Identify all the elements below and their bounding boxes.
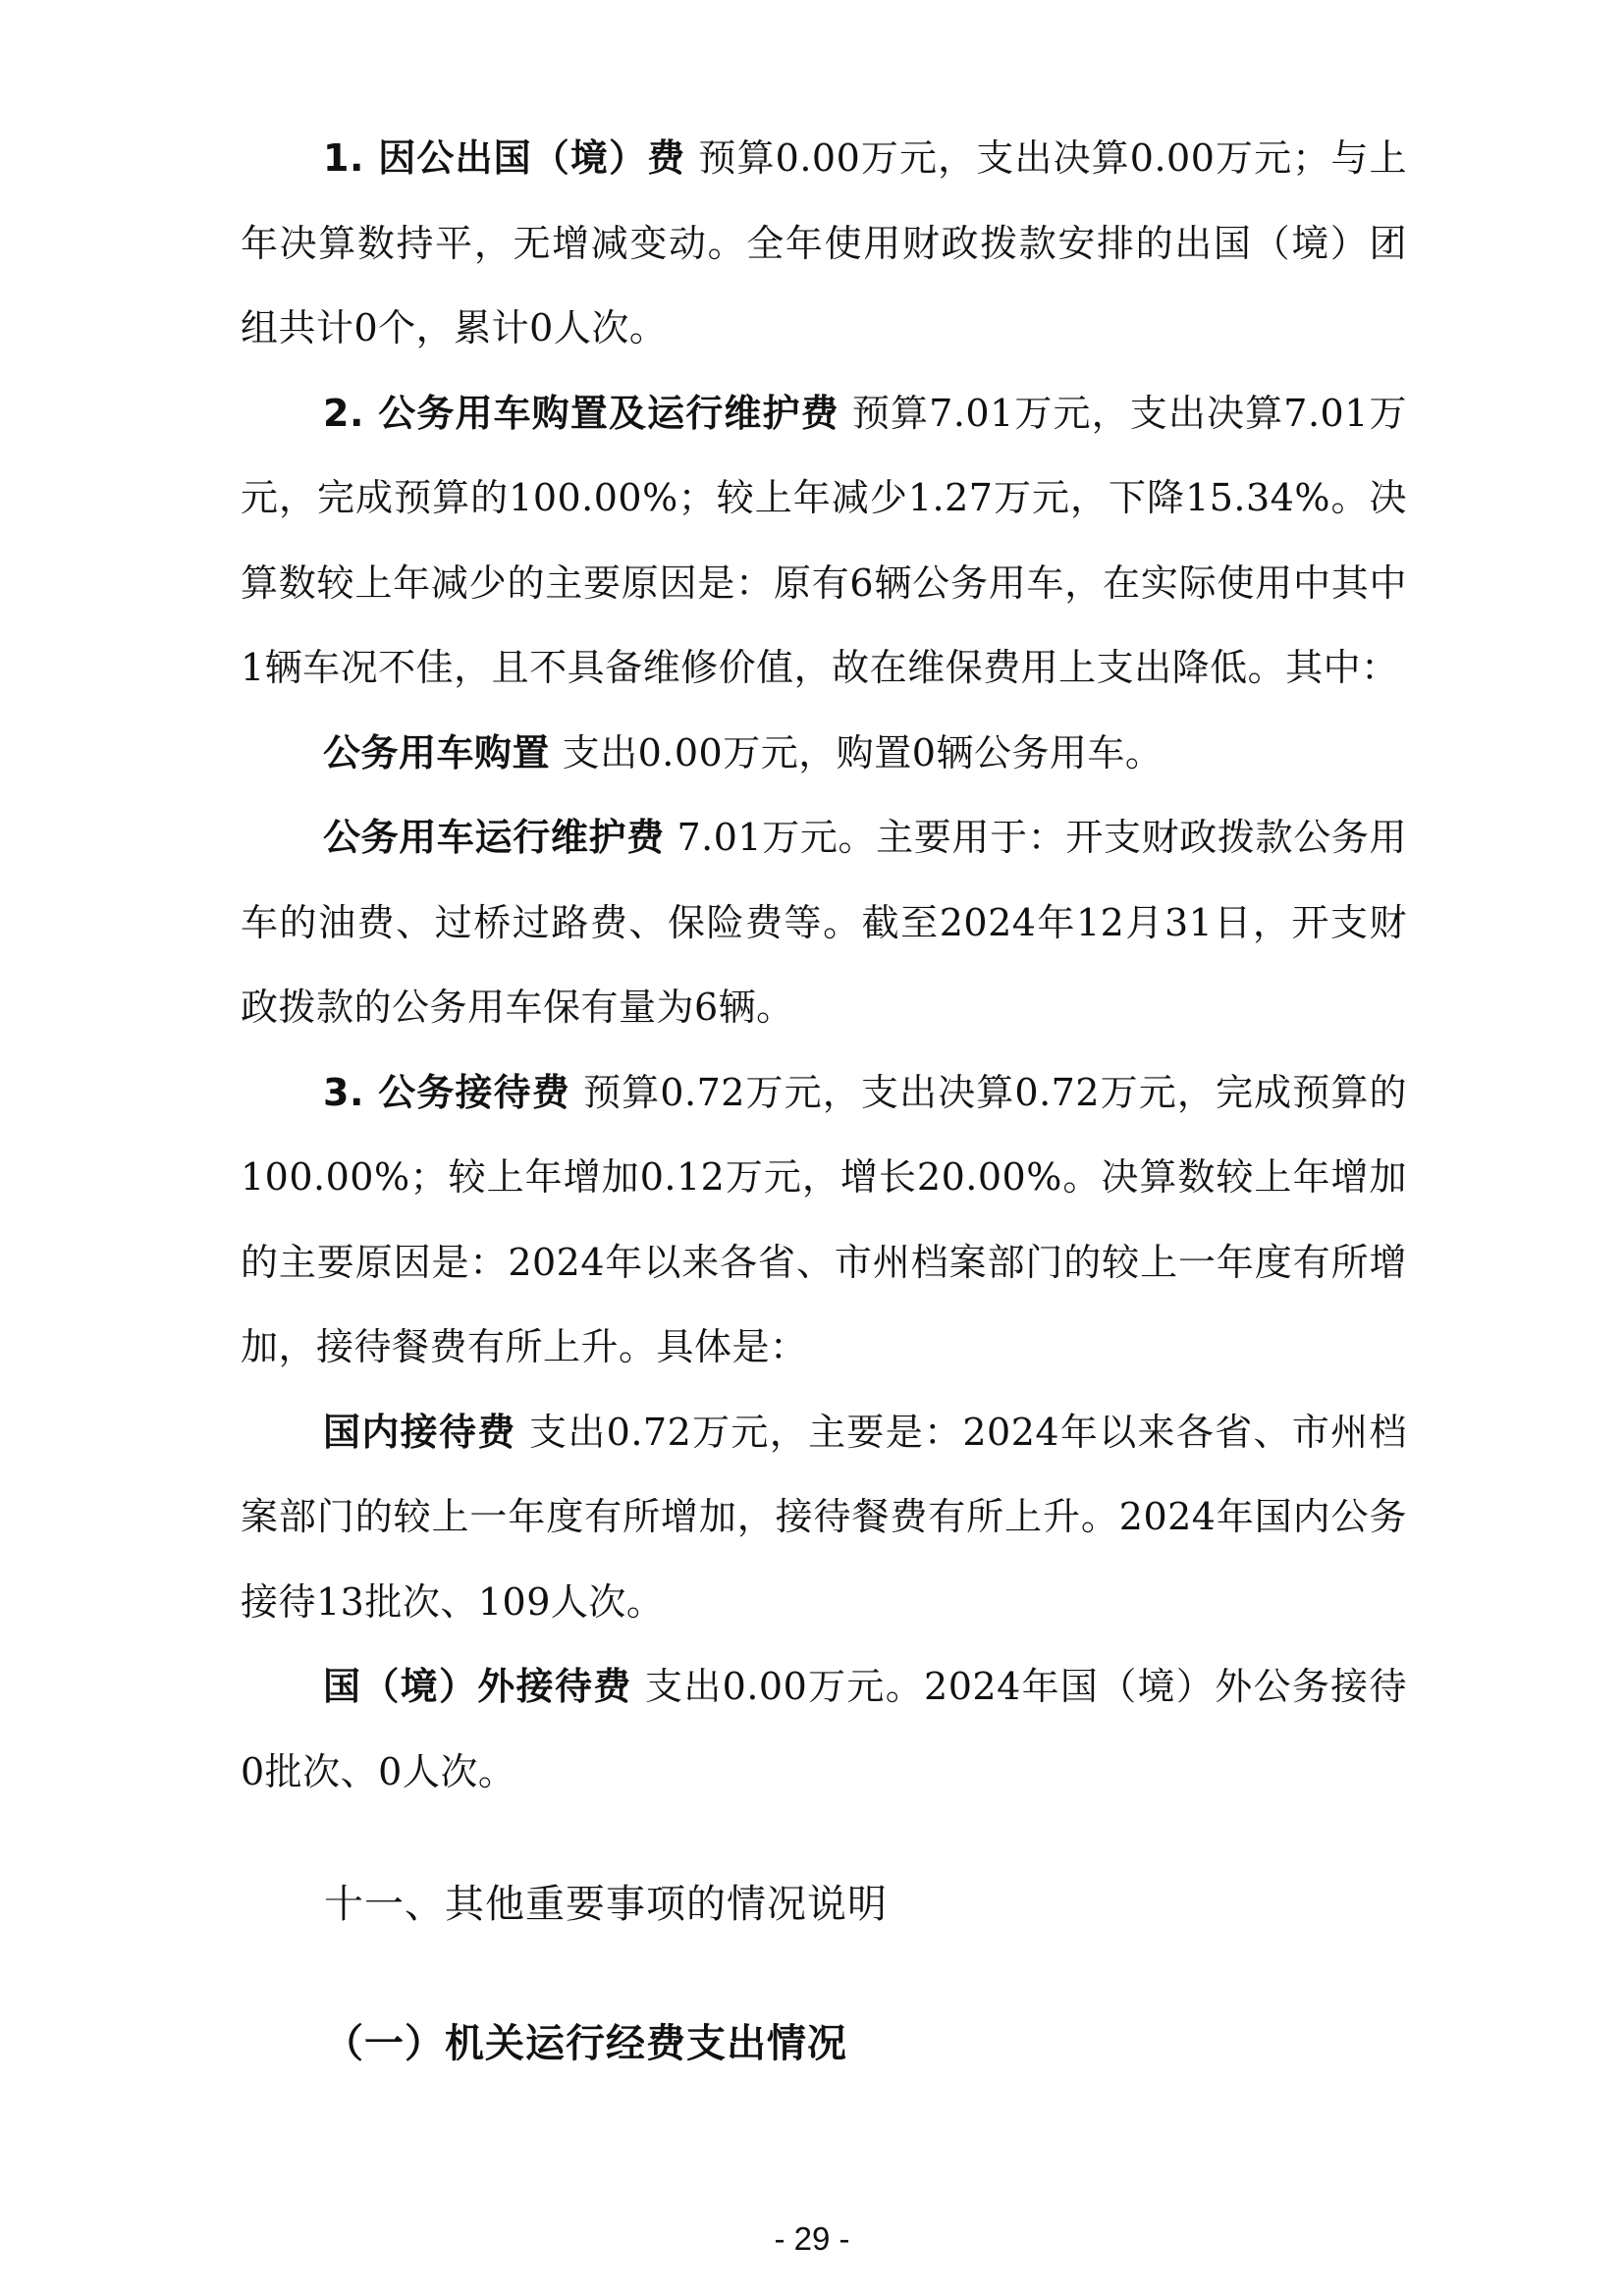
subsection-heading: （一）机关运行经费支出情况 — [324, 2021, 847, 2066]
paragraph-text: 预算0.72万元，支出决算0.72万元，完成预算的100.00%；较上年增加0.12万元，增长20.00%。决算数较上年增加的主要原因是：2024年以来各省、市州档案部门的较上一年度有所增加，接待餐费有所上升。具体是： — [241, 1070, 1407, 1368]
paragraph-foreign-reception — [241, 1644, 1407, 1814]
paragraph-text: 支出0.00万元，购置0辆公务用车。 — [550, 730, 1164, 774]
paragraph-text: 支出0.00万元。2024年国（境）外公务接待0批次、0人次。 — [241, 1665, 1407, 1793]
paragraph-lead: 公务用车购置 — [323, 730, 551, 774]
paragraph-vehicle-purchase — [241, 711, 1407, 796]
page-number: - 29 - — [774, 2220, 850, 2257]
paragraph-overseas-travel — [241, 116, 1407, 371]
paragraph-vehicle-maintenance — [241, 795, 1407, 1050]
paragraph-lead: 1. 因公出国（境）费 — [323, 136, 686, 180]
paragraph-lead: 3. 公务接待费 — [323, 1070, 570, 1114]
paragraph-text: 预算0.00万元，支出决算0.00万元；与上年决算数持平，无增减变动。全年使用财政拨款安排的出国（境）团组共计0个，累计0人次。 — [241, 136, 1407, 349]
paragraph-reception-costs — [241, 1050, 1407, 1390]
paragraph-lead: 国内接待费 — [323, 1410, 516, 1454]
paragraph-text: 7.01万元。主要用于：开支财政拨款公务用车的油费、过桥过路费、保险费等。截至2024年12月31日，开支财政拨款的公务用车保有量为6辆。 — [241, 816, 1407, 1029]
paragraph-lead: 国（境）外接待费 — [323, 1665, 632, 1708]
document-body — [241, 116, 1407, 1814]
paragraph-text: 支出0.72万元，主要是：2024年以来各省、市州档案部门的较上一年度有所增加，接待餐费有所上升。2024年国内公务接待13批次、109人次。 — [241, 1410, 1407, 1624]
paragraph-vehicle-costs — [241, 371, 1407, 711]
paragraph-lead: 公务用车运行维护费 — [323, 816, 665, 859]
paragraph-text: 预算7.01万元，支出决算7.01万元，完成预算的100.00%；较上年减少1.27万元，下降15.34%。决算数较上年减少的主要原因是：原有6辆公务用车，在实际使用中其中1辆车况不佳，且不具备维修价值，故在维保费用上支出降低。其中： — [241, 391, 1407, 689]
section-heading: 十一、其他重要事项的情况说明 — [324, 1882, 888, 1927]
paragraph-domestic-reception — [241, 1390, 1407, 1645]
paragraph-lead: 2. 公务用车购置及运行维护费 — [323, 391, 839, 435]
